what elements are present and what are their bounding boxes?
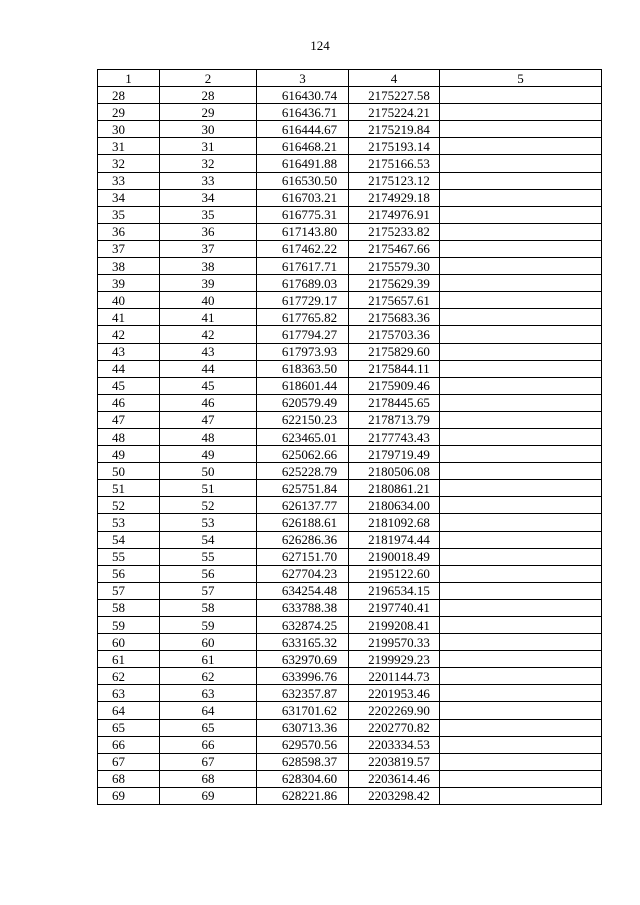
table-cell — [440, 428, 602, 445]
table-cell: 2196534.15 — [349, 582, 440, 599]
table-cell: 57 — [160, 582, 257, 599]
table-cell — [440, 497, 602, 514]
table-cell: 618601.44 — [257, 377, 349, 394]
table-cell: 53 — [160, 514, 257, 531]
table-row — [98, 377, 602, 394]
column-header: 2 — [160, 70, 257, 87]
table-cell: 2175703.36 — [349, 326, 440, 343]
column-header: 3 — [257, 70, 349, 87]
table-cell: 59 — [98, 617, 160, 634]
table-cell: 29 — [98, 104, 160, 121]
table-cell: 44 — [98, 360, 160, 377]
table-cell: 2175683.36 — [349, 309, 440, 326]
table-cell: 2202269.90 — [349, 702, 440, 719]
table-cell: 65 — [160, 719, 257, 736]
table-cell: 56 — [98, 565, 160, 582]
table-cell: 632970.69 — [257, 651, 349, 668]
table-cell — [440, 463, 602, 480]
table-row — [98, 634, 602, 651]
table-cell: 616491.88 — [257, 155, 349, 172]
table-cell — [440, 377, 602, 394]
table-cell: 34 — [98, 189, 160, 206]
table-row — [98, 275, 602, 292]
table-cell: 2175844.11 — [349, 360, 440, 377]
table-cell — [440, 223, 602, 240]
table-cell: 2175166.53 — [349, 155, 440, 172]
table-row — [98, 617, 602, 634]
table-row — [98, 189, 602, 206]
table-row — [98, 206, 602, 223]
table-cell: 47 — [98, 411, 160, 428]
table-cell: 632357.87 — [257, 685, 349, 702]
table-cell: 43 — [160, 343, 257, 360]
table-cell: 68 — [160, 770, 257, 787]
table-row — [98, 258, 602, 275]
table-cell: 28 — [98, 87, 160, 104]
table-cell: 35 — [160, 206, 257, 223]
table-cell: 48 — [98, 428, 160, 445]
table-cell — [440, 514, 602, 531]
table-row — [98, 309, 602, 326]
table-cell: 2181092.68 — [349, 514, 440, 531]
table-cell: 2175829.60 — [349, 343, 440, 360]
table-cell: 43 — [98, 343, 160, 360]
table-cell — [440, 411, 602, 428]
table-cell — [440, 685, 602, 702]
table-cell: 617794.27 — [257, 326, 349, 343]
table-cell: 29 — [160, 104, 257, 121]
table-cell: 2181974.44 — [349, 531, 440, 548]
table-cell: 617462.22 — [257, 240, 349, 257]
table-cell: 32 — [160, 155, 257, 172]
table-cell: 2195122.60 — [349, 565, 440, 582]
table-cell: 2203819.57 — [349, 753, 440, 770]
table-cell: 54 — [98, 531, 160, 548]
table-cell: 2175219.84 — [349, 121, 440, 138]
table-cell: 40 — [98, 292, 160, 309]
table-cell: 60 — [160, 634, 257, 651]
table-cell: 630713.36 — [257, 719, 349, 736]
coordinates-table — [97, 69, 602, 805]
table-cell: 631701.62 — [257, 702, 349, 719]
table-row — [98, 514, 602, 531]
table-cell — [440, 155, 602, 172]
table-cell: 618363.50 — [257, 360, 349, 377]
table-cell: 628304.60 — [257, 770, 349, 787]
column-header: 1 — [98, 70, 160, 87]
table-cell: 58 — [98, 599, 160, 616]
table-cell — [440, 651, 602, 668]
table-cell: 617729.17 — [257, 292, 349, 309]
table-cell — [440, 138, 602, 155]
table-cell — [440, 548, 602, 565]
table-cell: 31 — [160, 138, 257, 155]
table-cell: 616703.21 — [257, 189, 349, 206]
table-cell: 616436.71 — [257, 104, 349, 121]
table-cell: 65 — [98, 719, 160, 736]
table-cell: 617617.71 — [257, 258, 349, 275]
table-cell: 2174929.18 — [349, 189, 440, 206]
table-cell: 51 — [160, 480, 257, 497]
table-cell: 2175629.39 — [349, 275, 440, 292]
table-cell — [440, 753, 602, 770]
table-cell — [440, 582, 602, 599]
table-cell — [440, 343, 602, 360]
table-cell: 629570.56 — [257, 736, 349, 753]
table-cell: 2199570.33 — [349, 634, 440, 651]
table-cell: 617689.03 — [257, 275, 349, 292]
table-row — [98, 770, 602, 787]
table-cell: 617143.80 — [257, 223, 349, 240]
table-cell: 69 — [98, 787, 160, 804]
table-cell: 38 — [98, 258, 160, 275]
table-cell — [440, 172, 602, 189]
table-cell: 620579.49 — [257, 394, 349, 411]
table-cell: 61 — [160, 651, 257, 668]
table-cell: 628598.37 — [257, 753, 349, 770]
table-cell: 616430.74 — [257, 87, 349, 104]
table-cell: 48 — [160, 428, 257, 445]
table-cell: 2201144.73 — [349, 668, 440, 685]
table-cell: 2202770.82 — [349, 719, 440, 736]
table-cell: 2175233.82 — [349, 223, 440, 240]
table-cell: 53 — [98, 514, 160, 531]
table-cell: 2175657.61 — [349, 292, 440, 309]
table-cell: 50 — [160, 463, 257, 480]
table-cell: 69 — [160, 787, 257, 804]
table-row — [98, 531, 602, 548]
table-cell — [440, 668, 602, 685]
table-cell: 59 — [160, 617, 257, 634]
table-row — [98, 87, 602, 104]
table-cell: 37 — [160, 240, 257, 257]
table-row — [98, 463, 602, 480]
table-cell: 60 — [98, 634, 160, 651]
table-cell: 62 — [160, 668, 257, 685]
table-cell — [440, 104, 602, 121]
table-cell: 28 — [160, 87, 257, 104]
table-cell: 52 — [98, 497, 160, 514]
table-cell: 39 — [160, 275, 257, 292]
table-cell: 625751.84 — [257, 480, 349, 497]
table-cell — [440, 531, 602, 548]
table-cell: 52 — [160, 497, 257, 514]
table-cell — [440, 565, 602, 582]
column-header: 4 — [349, 70, 440, 87]
table-row — [98, 326, 602, 343]
table-cell: 2175193.14 — [349, 138, 440, 155]
table-row — [98, 702, 602, 719]
table-cell — [440, 736, 602, 753]
table-cell: 49 — [98, 446, 160, 463]
table-header-row — [98, 70, 602, 87]
table-cell — [440, 189, 602, 206]
table-cell: 37 — [98, 240, 160, 257]
table-cell: 61 — [98, 651, 160, 668]
table-cell: 44 — [160, 360, 257, 377]
table-cell: 46 — [160, 394, 257, 411]
table-cell: 31 — [98, 138, 160, 155]
table-cell — [440, 446, 602, 463]
table-cell: 62 — [98, 668, 160, 685]
table-cell: 2180634.00 — [349, 497, 440, 514]
table-row — [98, 565, 602, 582]
table-cell — [440, 121, 602, 138]
table-cell: 34 — [160, 189, 257, 206]
table-cell: 616444.67 — [257, 121, 349, 138]
table-cell: 2177743.43 — [349, 428, 440, 445]
table-cell — [440, 599, 602, 616]
table-cell: 627704.23 — [257, 565, 349, 582]
table-cell: 39 — [98, 275, 160, 292]
page-number: 124 — [310, 38, 330, 53]
table-cell: 46 — [98, 394, 160, 411]
table-cell: 2179719.49 — [349, 446, 440, 463]
table-row — [98, 582, 602, 599]
table-row — [98, 668, 602, 685]
table-cell: 625228.79 — [257, 463, 349, 480]
table-cell: 2178713.79 — [349, 411, 440, 428]
table-cell: 2180861.21 — [349, 480, 440, 497]
table-cell — [440, 206, 602, 223]
table-cell: 45 — [98, 377, 160, 394]
table-row — [98, 685, 602, 702]
table-row — [98, 172, 602, 189]
table-cell: 67 — [98, 753, 160, 770]
column-header: 5 — [440, 70, 602, 87]
table-row — [98, 480, 602, 497]
table-cell: 627151.70 — [257, 548, 349, 565]
table-cell: 2175579.30 — [349, 258, 440, 275]
table-cell: 33 — [98, 172, 160, 189]
table-row — [98, 360, 602, 377]
table-cell — [440, 292, 602, 309]
table-cell: 2190018.49 — [349, 548, 440, 565]
table-cell — [440, 702, 602, 719]
table-cell: 63 — [98, 685, 160, 702]
table-cell: 55 — [98, 548, 160, 565]
table-row — [98, 497, 602, 514]
table-cell — [440, 326, 602, 343]
table-cell — [440, 480, 602, 497]
table-cell: 622150.23 — [257, 411, 349, 428]
table-cell: 617973.93 — [257, 343, 349, 360]
table-cell — [440, 617, 602, 634]
table-cell: 57 — [98, 582, 160, 599]
table-cell — [440, 87, 602, 104]
table-cell — [440, 787, 602, 804]
table-cell: 67 — [160, 753, 257, 770]
table-cell: 56 — [160, 565, 257, 582]
table-cell: 42 — [160, 326, 257, 343]
table-cell: 49 — [160, 446, 257, 463]
table-cell: 50 — [98, 463, 160, 480]
table-cell: 41 — [98, 309, 160, 326]
table-cell: 2197740.41 — [349, 599, 440, 616]
table-cell: 632874.25 — [257, 617, 349, 634]
table-row — [98, 651, 602, 668]
table-cell: 42 — [98, 326, 160, 343]
table-row — [98, 736, 602, 753]
table-row — [98, 428, 602, 445]
table-row — [98, 719, 602, 736]
table-row — [98, 548, 602, 565]
table-cell: 38 — [160, 258, 257, 275]
table-cell: 2175909.46 — [349, 377, 440, 394]
table-cell: 628221.86 — [257, 787, 349, 804]
table-cell: 626286.36 — [257, 531, 349, 548]
table-row — [98, 240, 602, 257]
table-cell: 30 — [160, 121, 257, 138]
table-cell — [440, 770, 602, 787]
table-cell: 2175467.66 — [349, 240, 440, 257]
table-cell: 625062.66 — [257, 446, 349, 463]
table-cell: 2203298.42 — [349, 787, 440, 804]
table-cell: 40 — [160, 292, 257, 309]
table-cell: 616775.31 — [257, 206, 349, 223]
table-cell: 2178445.65 — [349, 394, 440, 411]
table-cell: 623465.01 — [257, 428, 349, 445]
table-cell: 45 — [160, 377, 257, 394]
table-cell: 30 — [98, 121, 160, 138]
table-cell: 626137.77 — [257, 497, 349, 514]
table-cell: 66 — [160, 736, 257, 753]
table-cell: 617765.82 — [257, 309, 349, 326]
table-row — [98, 446, 602, 463]
table-cell: 35 — [98, 206, 160, 223]
table-body — [98, 87, 602, 805]
table-cell: 51 — [98, 480, 160, 497]
table-cell: 36 — [160, 223, 257, 240]
table-cell: 63 — [160, 685, 257, 702]
table-row — [98, 599, 602, 616]
table-cell: 633996.76 — [257, 668, 349, 685]
table-cell — [440, 240, 602, 257]
table-cell — [440, 360, 602, 377]
table-cell — [440, 258, 602, 275]
table-cell: 634254.48 — [257, 582, 349, 599]
table-cell: 2203334.53 — [349, 736, 440, 753]
table-cell: 626188.61 — [257, 514, 349, 531]
table-row — [98, 138, 602, 155]
table-cell — [440, 394, 602, 411]
table-cell: 36 — [98, 223, 160, 240]
table-cell: 2175227.58 — [349, 87, 440, 104]
table-cell: 2201953.46 — [349, 685, 440, 702]
table-cell: 66 — [98, 736, 160, 753]
table-row — [98, 753, 602, 770]
table-cell: 54 — [160, 531, 257, 548]
table-cell: 64 — [98, 702, 160, 719]
table-row — [98, 787, 602, 804]
table-cell: 47 — [160, 411, 257, 428]
table-row — [98, 155, 602, 172]
table-cell: 633788.38 — [257, 599, 349, 616]
table-cell: 58 — [160, 599, 257, 616]
table-cell: 2175123.12 — [349, 172, 440, 189]
table-cell: 33 — [160, 172, 257, 189]
table-cell: 2199208.41 — [349, 617, 440, 634]
table-cell — [440, 634, 602, 651]
table-cell: 68 — [98, 770, 160, 787]
table-cell: 2180506.08 — [349, 463, 440, 480]
table-cell — [440, 275, 602, 292]
table-cell: 2199929.23 — [349, 651, 440, 668]
table-cell: 64 — [160, 702, 257, 719]
table-cell: 2203614.46 — [349, 770, 440, 787]
table-row — [98, 292, 602, 309]
table-cell — [440, 719, 602, 736]
table-row — [98, 104, 602, 121]
table-cell: 2175224.21 — [349, 104, 440, 121]
table-row — [98, 121, 602, 138]
table-cell: 2174976.91 — [349, 206, 440, 223]
table-row — [98, 343, 602, 360]
table-row — [98, 223, 602, 240]
table-cell: 616468.21 — [257, 138, 349, 155]
table-cell: 616530.50 — [257, 172, 349, 189]
table-cell: 32 — [98, 155, 160, 172]
table-row — [98, 411, 602, 428]
table-cell — [440, 309, 602, 326]
table-row — [98, 394, 602, 411]
table-cell: 633165.32 — [257, 634, 349, 651]
table-cell: 41 — [160, 309, 257, 326]
table-cell: 55 — [160, 548, 257, 565]
